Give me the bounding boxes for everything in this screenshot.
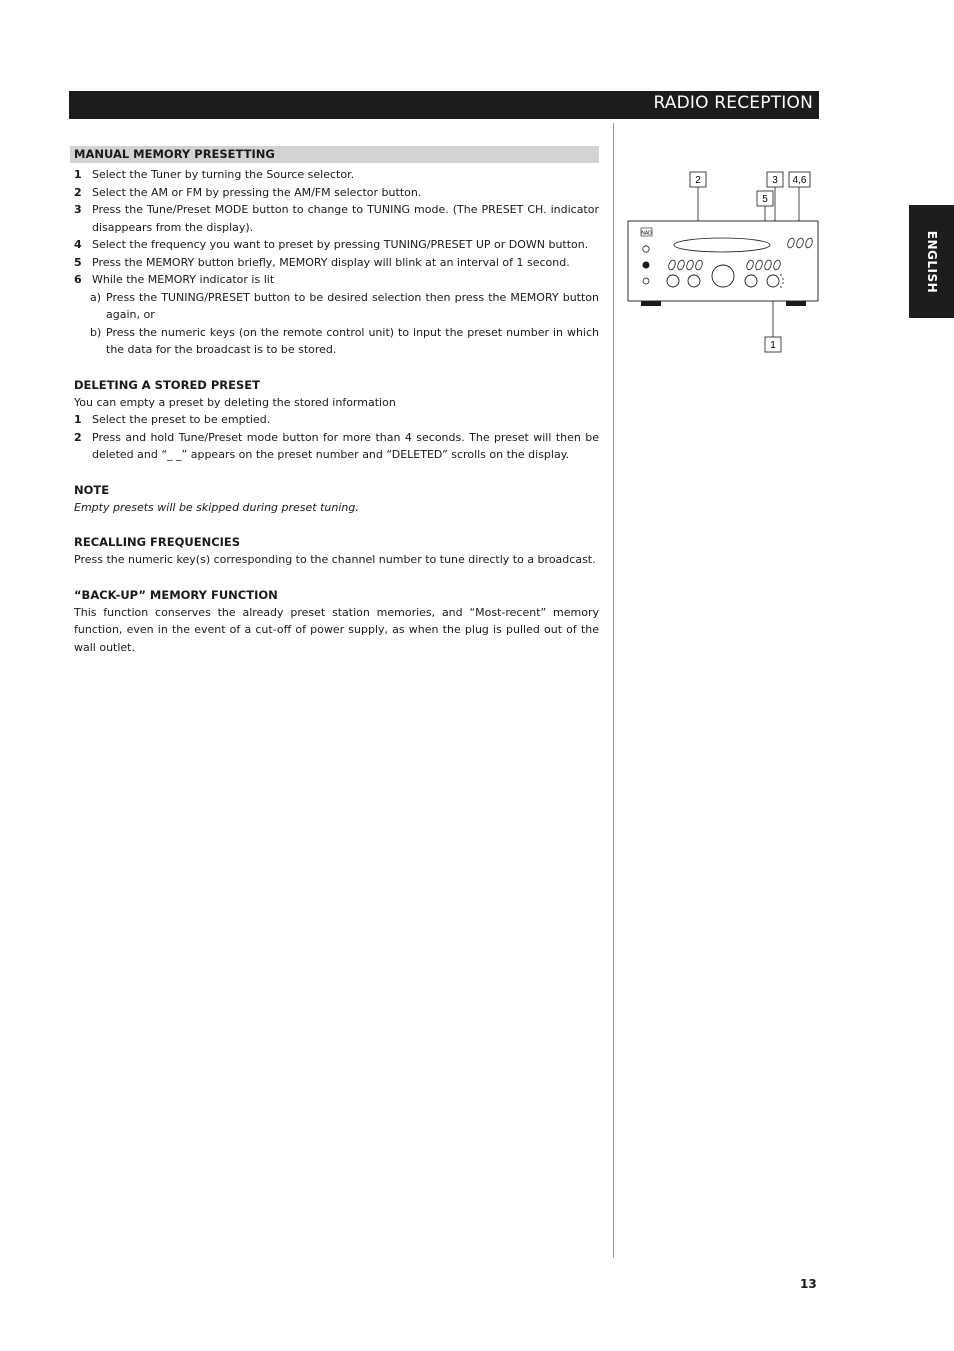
page-title: RADIO RECEPTION — [653, 93, 813, 113]
header-bar — [69, 91, 819, 119]
list-item: 3 Press the Tune/Preset MODE button to change to TUNING mode. (The PRESET CH. indicator disappears from the display). — [74, 203, 599, 234]
recalling-text: Press the numeric key(s) corresponding to the channel number to tune directly to a broadcast. — [74, 553, 596, 566]
callout-3 — [767, 172, 783, 187]
page-number: 13 — [800, 1277, 817, 1291]
callout-2 — [690, 172, 706, 187]
column-divider — [613, 123, 614, 1258]
list-item: 6 While the MEMORY indicator is lit — [74, 273, 275, 286]
list-item: 1 Select the preset to be emptied. — [74, 413, 271, 426]
manual-presetting-heading: MANUAL MEMORY PRESETTING — [70, 146, 599, 163]
note-text: Empty presets will be skipped during preset tuning. — [74, 500, 359, 514]
list-item: 2 Select the AM or FM by pressing the AM/FM selector button. — [74, 185, 422, 199]
receiver-panel — [628, 221, 818, 306]
backup-text: This function conserves the already preset station memories, and “Most-recent” memory function, even in the event of a cut-off of power supply, as when the plug is pulled out of the wall outlet. — [74, 605, 599, 654]
svg-text:1: 1 — [770, 340, 776, 351]
backup-heading: “BACK-UP” MEMORY FUNCTION — [74, 587, 278, 602]
front-panel-diagram — [620, 165, 825, 355]
note-heading: NOTE — [74, 482, 110, 497]
list-item: 1 Select the Tuner by turning the Source selector. — [74, 168, 355, 181]
callout-4-6 — [789, 172, 810, 187]
svg-text:5: 5 — [762, 194, 768, 205]
svg-text:3: 3 — [772, 175, 778, 186]
deleting-heading: DELETING A STORED PRESET — [74, 377, 260, 392]
deleting-intro: You can empty a preset by deleting the stored information — [74, 395, 396, 409]
power-button — [643, 262, 650, 269]
callout-1 — [765, 337, 781, 352]
callout-5 — [757, 191, 773, 206]
language-label: ENGLISH — [924, 230, 939, 293]
sub-item: b) Press the numeric keys (on the remote control unit) to input the preset number in which the data for the broadcast is to be stored. — [90, 325, 599, 356]
recalling-heading: RECALLING FREQUENCIES — [74, 535, 241, 549]
list-item: 4 Select the frequency you want to preset by pressing TUNING/PRESET UP or DOWN button. — [74, 238, 589, 251]
language-tab — [909, 205, 954, 318]
sub-item: a) Press the TUNING/PRESET button to be desired selection then press the MEMORY button again, or — [90, 290, 599, 321]
list-item: 2 Press and hold Tune/Preset mode button for more than 4 seconds. The preset will then be deleted and “_ _” appears on the preset number and “DELETED” scrolls on the display. — [74, 430, 599, 461]
list-item: 5 Press the MEMORY button briefly, MEMORY display will blink at an interval of 1 second. — [74, 255, 570, 269]
main-column — [74, 146, 599, 656]
svg-text:NAD: NAD — [641, 230, 652, 237]
svg-text:4,6: 4,6 — [792, 175, 807, 186]
svg-text:2: 2 — [695, 175, 701, 186]
manual-steps — [74, 166, 599, 359]
